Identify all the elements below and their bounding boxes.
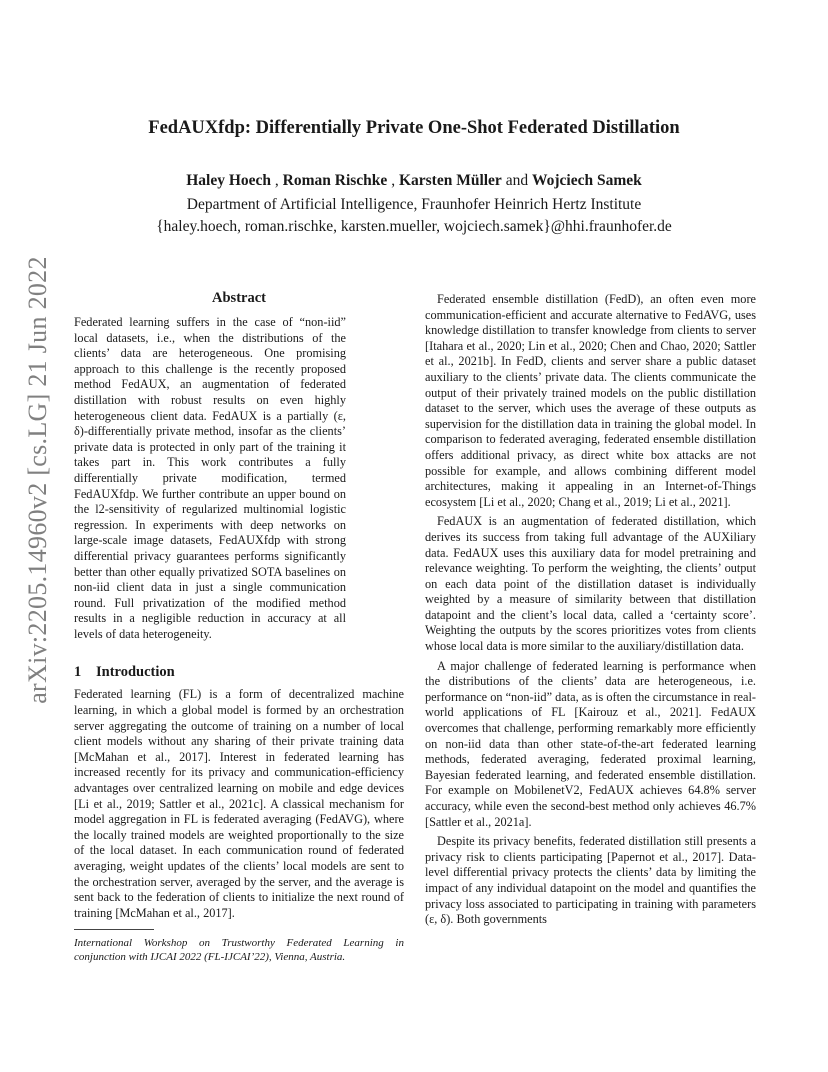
right-column bbox=[425, 292, 756, 928]
body-paragraph: Federated ensemble distillation (FedD), an often even more communication-efficient and accurate alternative to FedAVG, uses knowledge distillation to transfer knowledge from clients to server [Itahara et al., 2020; Lin et al., 2020; Chen and Chao, 2020; Sattler et al., 2021b]. In FedD, clients and server share a public dataset auxiliary to the clients’ private data. The clients communicate the output of their privately trained models on the public distillation dataset to the server, which uses the average of these outputs as supervision for the distillation data in training the global model. In comparison to federated averaging, federated ensemble distillation offers additional privacy, as direct white box attacks are not possible for example, and allows combining different model architectures, making it appealing in an Internet-of-Things ecosystem [Li et al., 2020; Chang et al., 2019; Li et al., 2021]. bbox=[425, 292, 756, 509]
section-heading-introduction bbox=[74, 664, 404, 681]
author-separator: and bbox=[501, 172, 532, 189]
author-separator: , bbox=[271, 172, 283, 189]
section-number: 1 bbox=[74, 664, 82, 681]
left-column bbox=[74, 290, 404, 964]
author-separator: , bbox=[387, 172, 399, 189]
section-title: Introduction bbox=[96, 664, 175, 681]
arxiv-identifier bbox=[14, 256, 62, 704]
author-name: Roman Rischke bbox=[282, 172, 388, 189]
author-name: Haley Hoech bbox=[186, 172, 272, 189]
author-name: Karsten Müller bbox=[398, 172, 502, 189]
arxiv-id-text: arXiv:2205.14960v2 [cs.LG] 21 Jun 2022 bbox=[23, 256, 53, 704]
body-paragraph: Despite its privacy benefits, federated distillation still presents a privacy risk to clients participating [Papernot et al., 2017]. Data-level differential privacy protects the clients’ data by limiting the impact of any individual datapoint on the model and quantifies the privacy loss associated to participating in training with parameters (ε, δ). Both governments bbox=[425, 834, 756, 927]
body-paragraph: A major challenge of federated learning is performance when the distributions of the clients’ data are heterogeneous, i.e. performance on “non-iid” data, as is often the circumstance in real-world applications of FL [Kairouz et al., 2021]. FedAUX overcomes that challenge, performing remarkably more efficiently on non-iid data than other state-of-the-art federated learning methods, federated averaging, federated proximal learning, Bayesian federated learning, and federated ensemble distillation. For example on MobilenetV2, FedAUX achieves 64.8% server accuracy, while even the second-best method only achieves 46.7% [Sattler et al., 2021a]. bbox=[425, 658, 756, 829]
footnote: International Workshop on Trustworthy Federated Learning in conjunction with IJCAI 2022 (FL-IJCAI’22), Vienna, Austria. bbox=[74, 937, 404, 964]
abstract-text: Federated learning suffers in the case of “non-iid” local datasets, i.e., when the distributions of the clients’ data are heterogeneous. One promising approach to this challenge is the recently proposed method FedAUX, an augmentation of federated distillation with robust results on even highly heterogeneous client data. FedAUX is a partially (ε, δ)-differentially private method, insofar as the clients’ private data is protected in only part of the training it takes part in. This work contributes a fully differentially private modification, termed FedAUXfdp. We further contribute an upper bound on the l2-sensitivity of regularized multinomial logistic regression. In experiments with deep networks on large-scale image datasets, FedAUXfdp with strong differential privacy guarantees performs significantly better than other equally privatized SOTA baselines on non-iid client data in just a single communication round. Full privatization of the modified method results in a negligible reduction in accuracy at all levels of data heterogeneity. bbox=[74, 315, 346, 641]
affiliation: Department of Artificial Intelligence, Fraunhofer Heinrich Hertz Institute bbox=[186, 196, 642, 213]
abstract-heading: Abstract bbox=[212, 290, 266, 306]
footnote-rule bbox=[74, 929, 154, 930]
author-emails: {haley.hoech, roman.rischke, karsten.mueller, wojciech.samek}@hhi.fraunhofer.de bbox=[156, 218, 672, 235]
author-list bbox=[100, 172, 728, 190]
author-name: Wojciech Samek bbox=[531, 172, 642, 189]
intro-paragraph: Federated learning (FL) is a form of decentralized machine learning, in which a global model is formed by an orchestration server aggregating the outcome of training on a number of local client models without any sharing of their private training data [McMahan et al., 2017]. Interest in federated learning has increased recently for its privacy and communication-efficiency advantages over centralized learning on mobile and edge devices [Li et al., 2019; Sattler et al., 2021c]. A classical mechanism for model aggregation in FL is federated averaging (FedAVG), where the locally trained models are weighted proportionally to the size of the local dataset. In each communication round of federated averaging, weight updates of the clients’ local models are sent to the orchestration server, averaged by the server, and the average is sent back to the federation of clients to initialize the next round of training [McMahan et al., 2017]. bbox=[74, 687, 404, 920]
body-paragraph: FedAUX is an augmentation of federated distillation, which derives its success from taking full advantage of the AUXiliary data. FedAUX uses this auxiliary data for model pretraining and relevance weighting. To perform the weighting, the clients’ output on each data point of the distillation dataset is individually weighted by a measure of similarity between that distillation datapoint and the client’s local data, called a ‘certainty score’. Weighting the outputs by the scores prioritizes votes from clients whose local data is more similar to the auxiliary/distillation data. bbox=[425, 514, 756, 654]
paper-title: FedAUXfdp: Differentially Private One-Shot Federated Distillation bbox=[148, 118, 680, 138]
